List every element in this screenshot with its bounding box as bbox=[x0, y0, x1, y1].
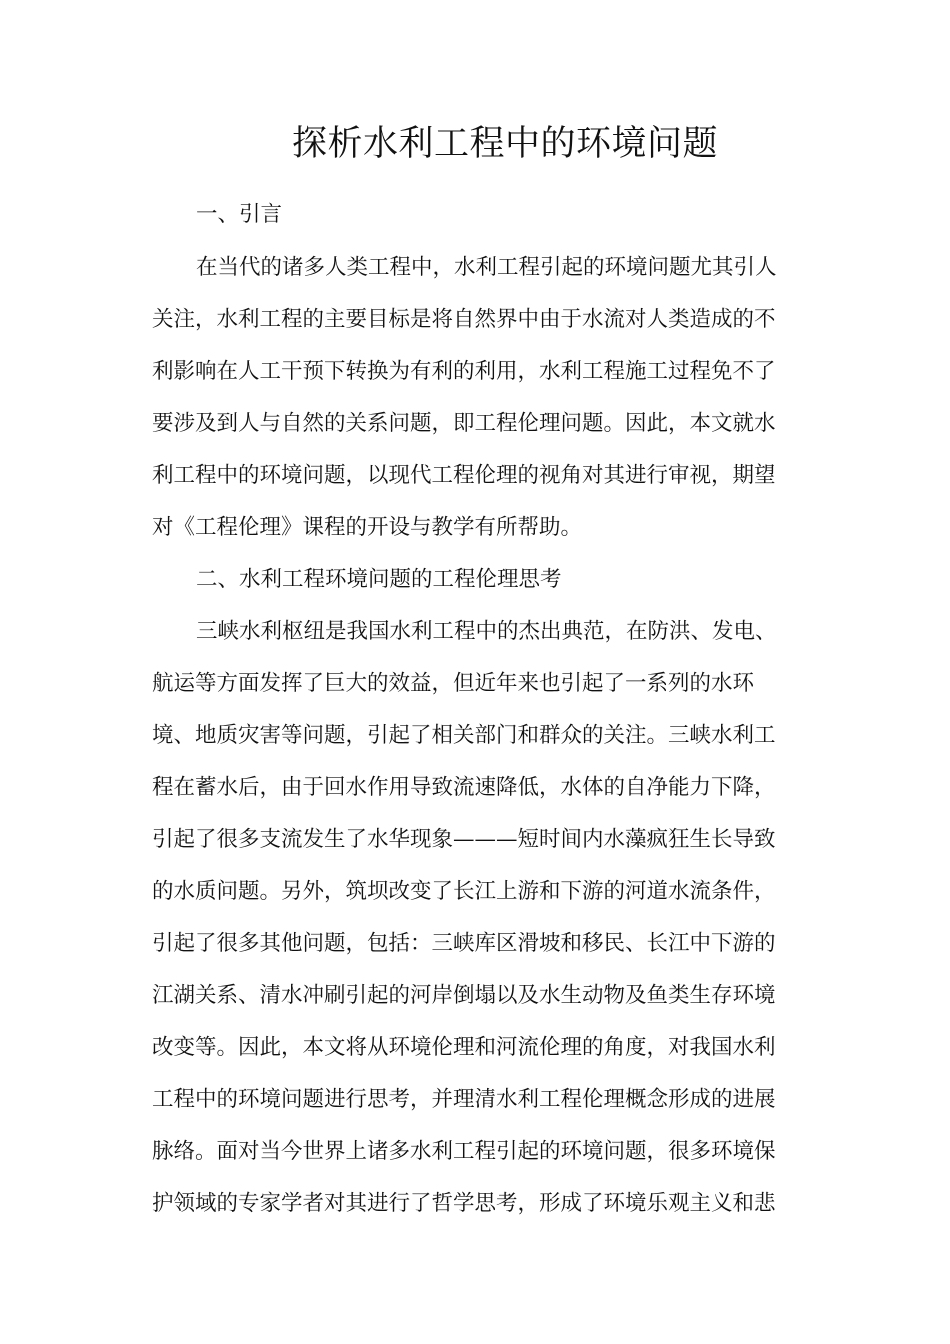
document-title: 探析水利工程中的环境问题 bbox=[291, 124, 718, 164]
paragraph-line: 航运等方面发挥了巨大的效益，但近年来也引起了一系列的水环 bbox=[152, 671, 755, 696]
paragraph-line: 利影响在人工干预下转换为有利的利用，水利工程施工过程免不了 bbox=[152, 359, 776, 384]
paragraph-line: 三峡水利枢纽是我国水利工程中的杰出典范，在防洪、发电、 bbox=[196, 619, 777, 644]
paragraph-line: 境、地质灾害等问题，引起了相关部门和群众的关注。三峡水利工 bbox=[152, 723, 776, 748]
paragraph-line: 的水质问题。另外，筑坝改变了长江上游和下游的河道水流条件， bbox=[152, 879, 776, 904]
paragraph-line: 江湖关系、清水冲刷引起的河岸倒塌以及水生动物及鱼类生存环境 bbox=[152, 983, 776, 1008]
paragraph-line: 脉络。面对当今世界上诸多水利工程引起的环境问题，很多环境保 bbox=[152, 1139, 776, 1164]
paragraph-line: 利工程中的环境问题，以现代工程伦理的视角对其进行审视，期望 bbox=[152, 463, 776, 488]
paragraph-line: 要涉及到人与自然的关系问题，即工程伦理问题。因此，本文就水 bbox=[152, 411, 776, 436]
paragraph-line: 引起了很多其他问题，包括：三峡库区滑坡和移民、长江中下游的 bbox=[152, 931, 776, 956]
paragraph-line: 程在蓄水后，由于回水作用导致流速降低，水体的自净能力下降， bbox=[152, 775, 776, 800]
paragraph-line: 对《工程伦理》课程的开设与教学有所帮助。 bbox=[152, 515, 583, 540]
paragraph-line: 关注，水利工程的主要目标是将自然界中由于水流对人类造成的不 bbox=[152, 307, 776, 332]
paragraph-line: 改变等。因此，本文将从环境伦理和河流伦理的角度，对我国水利 bbox=[152, 1035, 776, 1060]
paragraph-line: 在当代的诸多人类工程中，水利工程引起的环境问题尤其引人 bbox=[196, 255, 777, 280]
section-heading-ethics: 二、水利工程环境问题的工程伦理思考 bbox=[196, 567, 562, 592]
paragraph-line: 引起了很多支流发生了水华现象———短时间内水藻疯狂生长导致 bbox=[152, 827, 776, 852]
paragraph-line: 工程中的环境问题进行思考，并理清水利工程伦理概念形成的进展 bbox=[152, 1087, 776, 1112]
section-heading-introduction: 一、引言 bbox=[196, 202, 283, 227]
paragraph-line: 护领域的专家学者对其进行了哲学思考，形成了环境乐观主义和悲 bbox=[152, 1191, 776, 1216]
